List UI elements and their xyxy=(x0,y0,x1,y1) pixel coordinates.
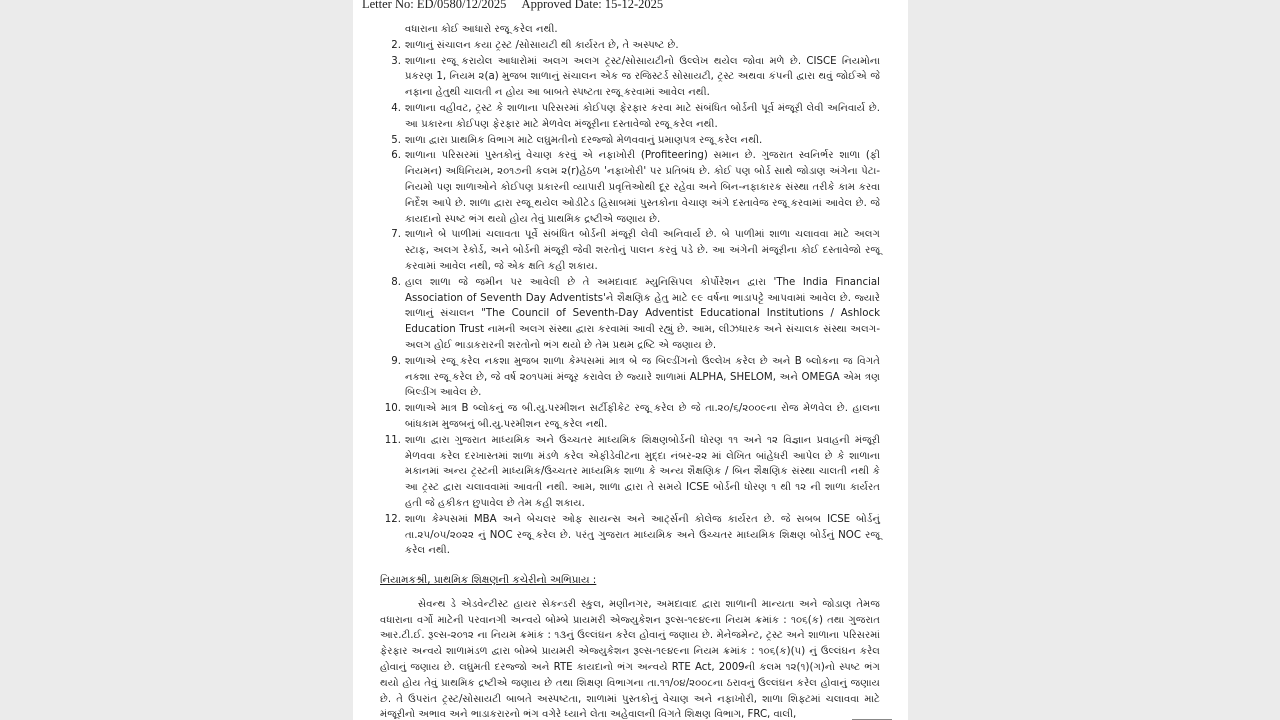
item-number: 10. xyxy=(384,403,401,415)
letter-number: Letter No: ED/0580/12/2025 xyxy=(362,0,507,11)
item-text: શાળાના રજૂ કરાયેલ આધારોમાં અલગ અલગ ટ્રસ્ટ/સોસાયટીનો ઉલ્લેખ થયેલ જોવા મળે છે. CISCE નિયમોના પ્રકરણ 1, નિયમ ૨(a) મુજબ શાળાનું સંચાલન એક જ રજિસ્ટર્ડ સોસાયટી, ટ્રસ્ટ અથવા કંપની દ્વારા થવું જોઈએ જે નફાના હેતુથી ચાલતી ન હોય આ બાબતે સ્પષ્ટતા રજૂ કરવામાં આવેલ નથી. xyxy=(405,55,880,99)
document-page xyxy=(353,0,908,720)
item-number: 2. xyxy=(391,39,401,51)
item-number: 8. xyxy=(391,276,401,288)
item-text: શાળાનું સંચાલન કયા ટ્રસ્ટ /સોસાયટી થી કાર્યરત છે, તે અસ્પષ્ટ છે. xyxy=(405,39,679,51)
finding-item xyxy=(380,275,880,354)
opinion-heading: નિયામકશ્રી, પ્રાથમિક શિક્ષણની કચેરીનો અભિપ્રાય : xyxy=(380,574,597,587)
finding-item xyxy=(380,354,880,401)
item-number: 7. xyxy=(391,229,401,241)
letter-header xyxy=(362,0,663,12)
item-number: 9. xyxy=(391,355,401,367)
approved-date: Approved Date: 15-12-2025 xyxy=(521,0,664,11)
finding-item xyxy=(380,38,880,54)
item-text: શાળાએ માત્ર B બ્લોકનું જ બી.યુ.પરમીશન સર્ટીફીકેટ રજૂ કરેલ છે જે તા.૨૦/૬/૨૦૦૯ના રોજ મેળવેલ છે. હાલના બાંધકામ મુજબનું બી.યુ.પરમીશન રજૂ કરેલ નથી. xyxy=(405,403,880,430)
finding-item xyxy=(380,512,880,559)
item-number: 4. xyxy=(391,102,401,114)
finding-item xyxy=(380,433,880,512)
item-text: શાળાના પરિસરમાં પુસ્તકોનું વેચાણ કરવું એ નફાખોરી (Profiteering) સમાન છે. ગુજરાત સ્વનિર્ભર શાળા (ફી નિયમન) અધિનિયમ, ૨૦૧૭ની કલમ ૨(r)હેઠળ 'નફાખોરી' પર પ્રતિબંધ છે. કોઈ પણ બોર્ડ સાથે જોડાણ અંગેના પેટા-નિયમો પણ શાળાઓને કોઈપણ પ્રકારની વ્યાપારી પ્રવૃત્તિઓથી દૂર રહેવા અને બિન-નફાકારક સંસ્થા તરીકે કામ કરવા નિર્દેશ આપે છે. શાળા દ્વારા રજૂ થયેલ ઓડીટેડ હિસાબમાં પુસ્તકોના વેચાણ અંગે દસ્તાવેજ રજૂ કરવામાં આવેલ છે. જે કાયદાનો સ્પષ્ટ ભંગ થયો હોય તેવું પ્રાથમિક દ્રષ્ટીએ જણાય છે. xyxy=(405,150,880,225)
finding-item xyxy=(380,54,880,101)
item-text: શાળાએ રજૂ કરેલ નકશા મુજબ શાળા કેમ્પસમાં માત્ર બે જ બિલ્ડીંગનો ઉલ્લેખ કરેલ છે અને B બ્લોકના જ વિગતે નકશા રજૂ કરેલ છે, જે વર્ષ ૨૦૧૫માં મંજૂર કરાવેલ છે જ્યારે શાળામાં ALPHA, SHELOM, અને OMEGA એમ ત્રણ બિલ્ડીંગ આવેલ છે. xyxy=(405,355,880,399)
findings-list xyxy=(380,38,880,559)
item-text: હાલ શાળા જે જમીન પર આવેલી છે તે અમદાવાદ મ્યુનિસિપલ કોર્પોરેશન દ્વારા 'The India Financial Association of Seventh Day Adventists'ને શૈક્ષણિક હેતુ માટે ૯૯ વર્ષના ભાડાપટ્ટે આપવામાં આવેલ છે. જ્યારે શાળાનું સંચાલન "The Council of Seventh-Day Adventist Educational Institutions / Ashlock Education Trust નામની અલગ સંસ્થા દ્વારા કરવામાં આવી રહ્યું છે. આમ, લીઝધારક અને સંચાલક સંસ્થા અલગ-અલગ હોઈ ભાડાકરારની શરતોનો ભંગ થયો છે તેમ પ્રથમ દ્રષ્ટિ એ જણાય છે. xyxy=(405,276,880,351)
item-number: 6. xyxy=(391,150,401,162)
finding-item xyxy=(380,227,880,274)
document-body xyxy=(380,22,880,720)
opinion-paragraph: સેવન્થ ડે એડવેન્ટીસ્ટ હાયર સેકન્ડરી સ્કુલ, મણીનગર, અમદાવાદ દ્વારા શાળાની માન્યતા અને જોડાણ તેમજ વધારાના વર્ગો માટેની પરવાનગી અન્વયે બોમ્બે પ્રાયમરી એજ્યુકેશન રૂલ્સ-૧૯૪૯ના નિયમ ક્રમાંક : ૧૦૬(ક) તથા ગુજરાત આર.ટી.ઈ. રૂલ્સ-૨૦૧૨ ના નિયમ ક્રમાંક : ૧૩નું ઉલ્લંઘન કરેલ હોવાનું જણાય છે. મેનેજમેન્ટ, ટ્રસ્ટ અને શાળાના પરિસરમાં ફેરફાર અન્વયે શાળામંડળ દ્વારા બોમ્બે પ્રાયમરી એજ્યુકેશન રૂલ્સ-૧૯૪૯ના નિયમ ક્રમાંક : ૧૦૬(ક)(૫) નું ઉલ્લંઘન કરેલ હોવાનું જણાય છે. લઘુમતી દરજ્જો અને RTE કાયદાનો ભંગ અન્વયે RTE Act, 2009ની કલમ ૧૨(૧)(ગ)નો સ્પષ્ટ ભંગ થયો હોય તેવું પ્રાથમિક દ્રષ્ટીએ જણાય છે તથા શિક્ષણ વિભાગના તા.૧૧/૦૪/૨૦૦૮ના ઠરાવનું ઉલ્લંઘન કરેલ હોવાનું જણાય છે. તે ઉપરાંત ટ્રસ્ટ/સોસાયટી બાબતે અસ્પષ્ટતા, શાળામાં પુસ્તકોનું વેચાણ અને નફાખોરી, શાળા શિફ્ટમાં ચલાવવા માટે મંજૂરીનો અભાવ અને ભાડાકરારનો ભંગ વગેરે ધ્યાને લેતા અહેવાલની વિગતે શિક્ષણ વિભાગ, FRC, વાલી, xyxy=(380,598,880,720)
finding-item xyxy=(380,101,880,133)
finding-item xyxy=(380,401,880,433)
item-text: શાળાને બે પાળીમાં ચલાવતા પૂર્વે સંબંધિત બોર્ડની મંજૂરી લેવી અનિવાર્ય છે. બે પાળીમાં શાળા ચલાવવા માટે અલગ સ્ટાફ, અલગ રેકોર્ડ, અને બોર્ડની મંજૂરી જેવી શરતોનું પાલન કરવું પડે છે. આ અંગેની મંજૂરીના કોઈ દસ્તાવેજો રજૂ કરવામાં આવેલ નથી, જે એક ક્ષતિ કહી શકાય. xyxy=(405,229,880,272)
item-text: શાળા કેમ્પસમાં MBA અને બેચલર ઓફ સાયન્સ અને આર્ટ્સની કોલેજ કાર્યરત છે. જે સબબ ICSE બોર્ડનું તા.૨૫/૦૫/૨૦૨૨ નું NOC રજૂ કરેલ છે. પરંતુ ગુજરાત માધ્યમિક અને ઉચ્ચતર માધ્યમિક શિક્ષણ બોર્ડનું NOC રજૂ કરેલ નથી. xyxy=(405,513,880,557)
finding-item xyxy=(380,133,880,149)
item-number: 12. xyxy=(384,513,401,525)
item-text: શાળા દ્વારા પ્રાથમિક વિભાગ માટે લઘુમતીનો દરજ્જો મેળવવાનું પ્રમાણપત્ર રજૂ કરેલ નથી. xyxy=(405,134,763,146)
item-number: 11. xyxy=(384,434,401,446)
continued-text: વધારાના કોઈ આધારો રજૂ કરેલ નથી. xyxy=(405,24,558,35)
item-number: 3. xyxy=(391,55,401,67)
item-text: શાળા દ્વારા ગુજરાત માધ્યમિક અને ઉચ્ચતર માધ્યમિક શિક્ષણબોર્ડની ધોરણ ૧૧ અને ૧૨ વિજ્ઞાન પ્રવાહની મંજૂરી મેળવવા કરેલ દરખાસ્તમાં શાળા મંડળે કરેલ એફીડેવીટના મુદ્દા નંબર-૨૨ માં લેખિત બાંહેધરી આપેલ છે કે શાળાના મકાનમાં અન્ય ટ્રસ્ટની માધ્યમિક/ઉચ્ચતર માધ્યમિક શાળા કે અન્ય શૈક્ષણિક / બિન શૈક્ષણિક સંસ્થા ચાલતી નથી કે આ ટ્રસ્ટ દ્વારા ચલાવવામાં આવતી નથી. આમ, શાળા દ્વારા તે સમયે ICSE બોર્ડની ધોરણ ૧ થી ૧૨ ની શાળા કાર્યરત હતી જે હકીકત છુપાવેલ છે તેમ કહી શકાય. xyxy=(405,434,880,509)
finding-item xyxy=(380,148,880,227)
item-text: શાળાના વહીવટ, ટ્રસ્ટ કે શાળાના પરિસરમાં કોઈપણ ફેરફાર કરવા માટે સંબંધિત બોર્ડની પૂર્વ મંજૂરી લેવી અનિવાર્ય છે. આ પ્રકારના કોઈપણ ફેરફાર માટે મેળવેલ મંજૂરીના દસ્તાવેજો રજૂ કરેલ નથી. xyxy=(405,102,880,130)
item-number: 5. xyxy=(391,134,401,146)
